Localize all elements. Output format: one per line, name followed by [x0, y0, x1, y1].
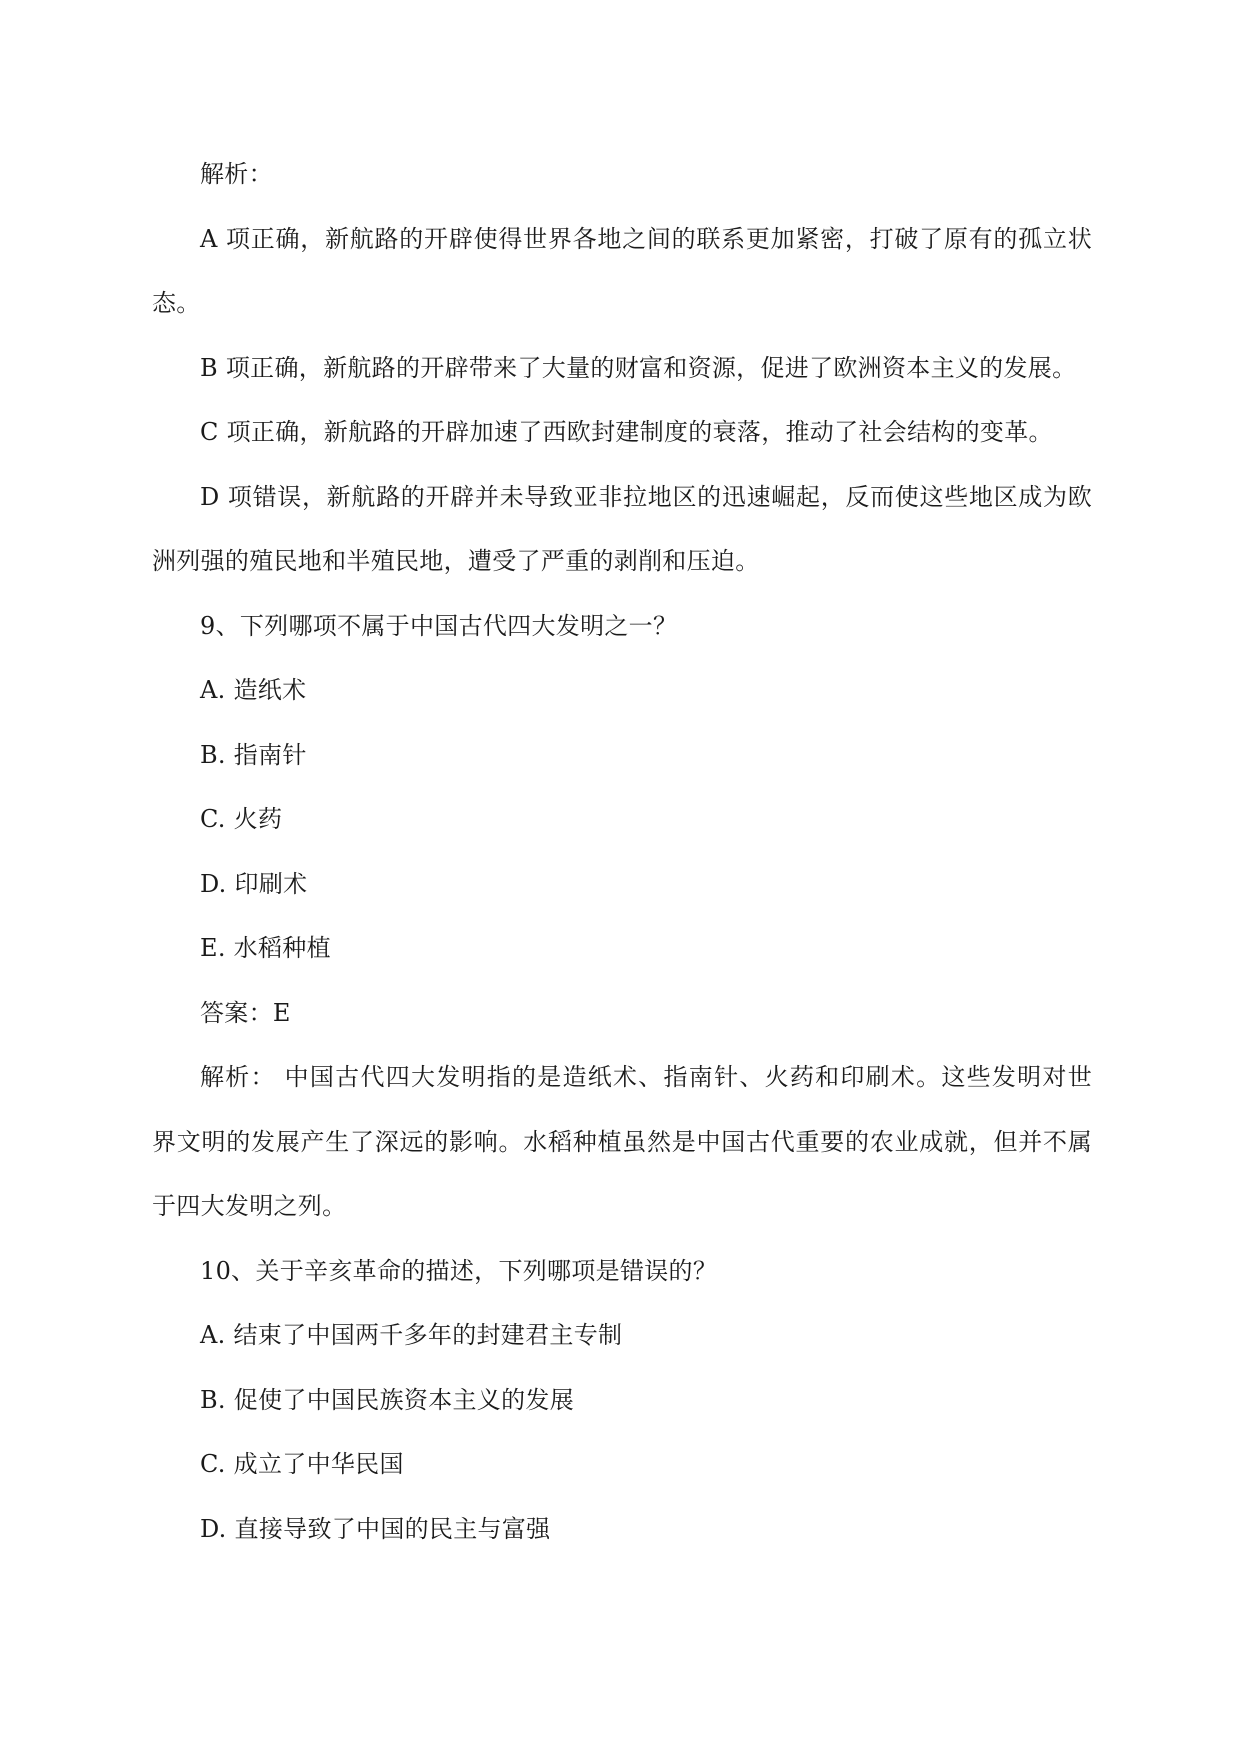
q9-option-c: C. 火药 [200, 805, 283, 833]
q9-option-b: B. 指南针 [200, 740, 307, 769]
q8-analysis-a-line1: A 项正确，新航路的开辟使得世界各地之间的联系更加紧密，打破了原有的孤立状 [200, 224, 1092, 253]
q9-analysis-line3: 于四大发明之列。 [152, 1192, 347, 1220]
q8-analysis-d-line2: 洲列强的殖民地和半殖民地，遭受了严重的剥削和压迫。 [152, 547, 760, 575]
q10-question: 10、关于辛亥革命的描述，下列哪项是错误的？ [200, 1256, 718, 1285]
document-page [152, 142, 1092, 1561]
q8-analysis-d-line1: D 项错误，新航路的开辟并未导致亚非拉地区的迅速崛起，反而使这些地区成为欧 [200, 482, 1092, 511]
q9-analysis-line1: 解析： 中国古代四大发明指的是造纸术、指南针、火药和印刷术。这些发明对世 [200, 1063, 1092, 1091]
q9-option-a: A. 造纸术 [200, 676, 307, 704]
q10-option-a: A. 结束了中国两千多年的封建君主专制 [200, 1321, 623, 1349]
q9-analysis-line2: 界文明的发展产生了深远的影响。水稻种植虽然是中国古代重要的农业成就，但并不属 [152, 1127, 1092, 1156]
q8-analysis-a-line2: 态。 [152, 289, 201, 317]
q9-option-d: D. 印刷术 [200, 869, 308, 898]
q9-question: 9、下列哪项不属于中国古代四大发明之一？ [200, 611, 678, 640]
q8-analysis-c: C 项正确，新航路的开辟加速了西欧封建制度的衰落，推动了社会结构的变革。 [200, 418, 1053, 446]
q10-option-b: B. 促使了中国民族资本主义的发展 [200, 1385, 574, 1414]
q9-answer: 答案：E [200, 998, 291, 1027]
q8-analysis-label: 解析： [200, 160, 273, 188]
q10-option-d: D. 直接导致了中国的民主与富强 [200, 1514, 551, 1543]
q9-option-e: E. 水稻种植 [200, 934, 331, 962]
q10-option-c: C. 成立了中华民国 [200, 1450, 404, 1478]
q8-analysis-b: B 项正确，新航路的开辟带来了大量的财富和资源，促进了欧洲资本主义的发展。 [200, 353, 1077, 382]
